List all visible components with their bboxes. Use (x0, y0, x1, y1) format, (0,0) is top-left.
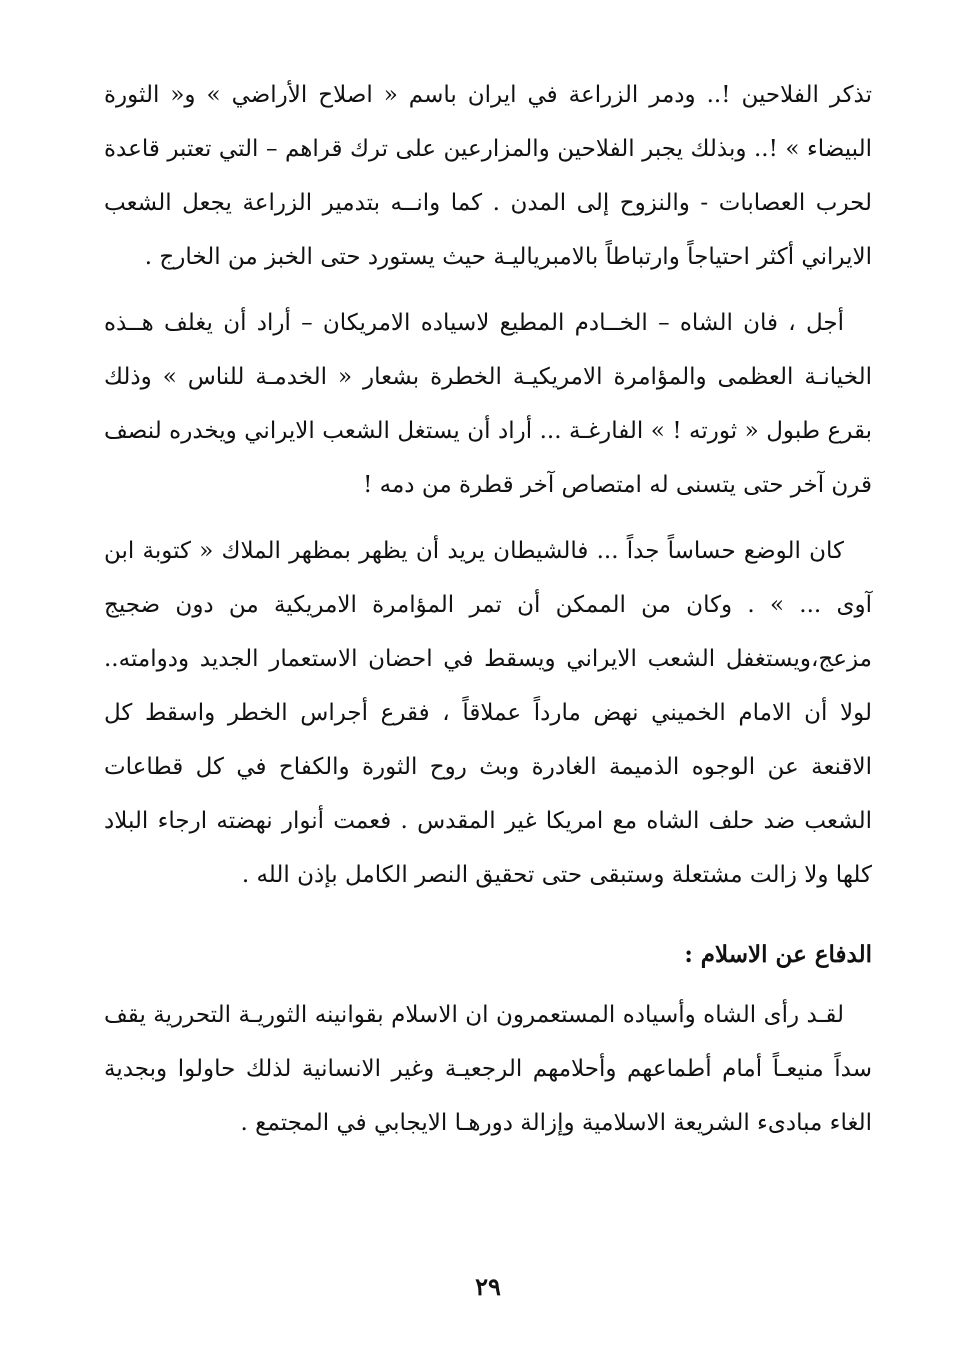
paragraph-1: تذكر الفلاحين !.. ودمر الزراعة في ايران باسم « اصلاح الأراضي » و« الثورة البيضاء » !.. وبذلك يجبر الفلاحين والمزارعين على ترك قراهم – التي تعتبر قاعدة لحرب العصابات - والنزوح إلى المدن . كما وانــه بتدمير الزراعة يجعل الشعب الايراني أكثر احتياجاً وارتباطاً بالامبرياليـة حيث يستورد حتى الخبز من الخارج . (104, 82, 872, 270)
section-heading: الدفاع عن الاسلام : (684, 941, 872, 968)
paragraph-3: كان الوضع حساساً جداً ... فالشيطان يريد أن يظهر بمظهر الملاك « كتوبة ابن آوى ... » . وكان من الممكن أن تمر المؤامرة الامريكية من دون ضجيج مزعج،ويستغفل الشعب الايراني ويسقط في احضان الاستعمار الجديد ودوامته.. لولا أن الامام الخميني نهض مارداً عملاقاً ، فقرع أجراس الخطر واسقط كل الاقنعة عن الوجوه الذميمة الغادرة وبث روح الثورة والكفاح في كل قطاعات الشعب ضد حلف الشاه مع امريكا غير المقدس . فعمت أنوار نهضته ارجاء البلاد كلها ولا زالت مشتعلة وستبقى حتى تحقيق النصر الكامل بإذن الله . (104, 538, 872, 888)
page-number: ٢٩ (475, 1272, 501, 1301)
paragraph-2: أجل ، فان الشاه – الخــادم المطيع لاسياده الامريكان – أراد أن يغلف هــذه الخيانـة العظمى والمؤامرة الامريكيـة الخطرة بشعار « الخدمـة للناس » وذلك بقرع طبول « ثورته ! » الفارغـة ... أراد أن يستغل الشعب الايراني ويخدره لنصف قرن آخر حتى يتسنى له امتصاص آخر قطرة من دمه ! (104, 310, 872, 498)
page-body (104, 68, 872, 1150)
section-paragraph: لقـد رأى الشاه وأسياده المستعمرون ان الاسلام بقوانينه الثوريـة التحررية يقف سداً منيعـاً أمام أطماعهم وأحلامهم الرجعيـة وغير الانسانية لذلك حاولوا وبجدية الغاء مبادىء الشريعة الاسلامية وإزالة دورهـا الايجابي في المجتمع . (104, 1002, 872, 1136)
